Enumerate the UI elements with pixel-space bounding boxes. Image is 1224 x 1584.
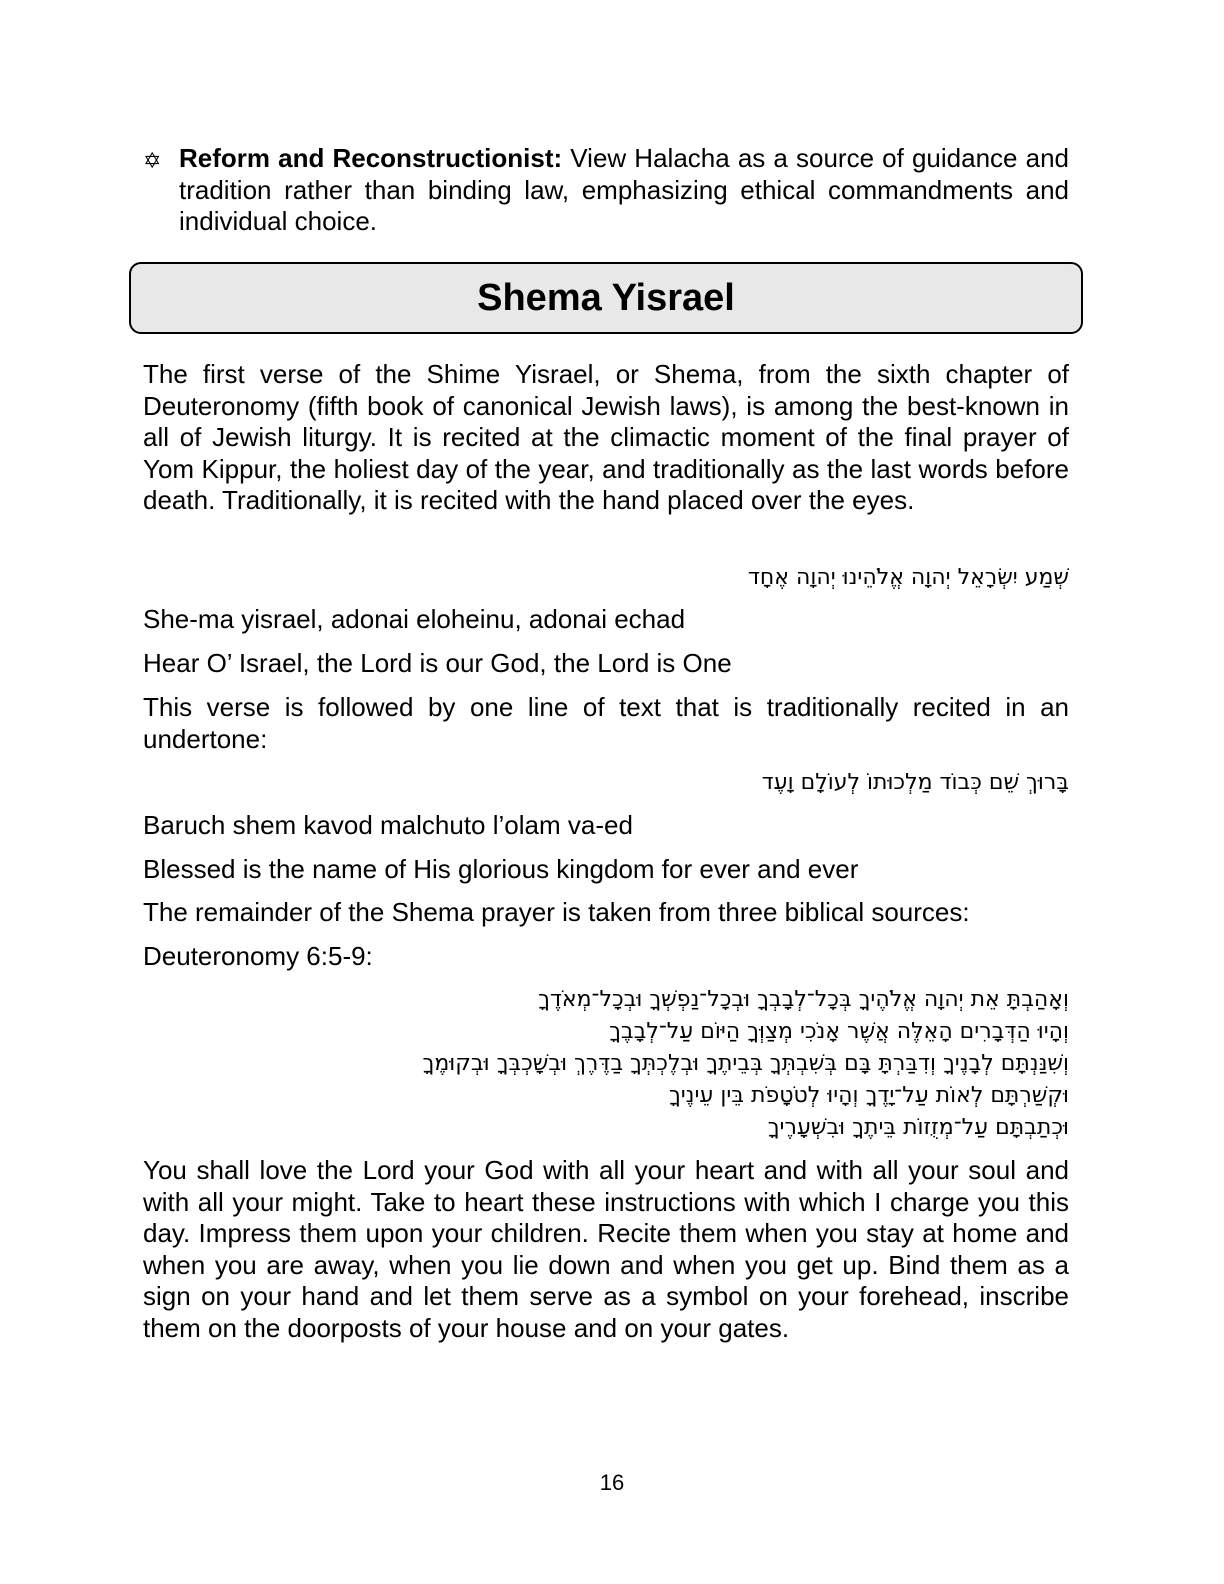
baruch-translation: Blessed is the name of His glorious kingdom for ever and ever [143,854,859,884]
undertone-intro: This verse is followed by one line of text that is traditionally recited in an undertone: [143,692,1069,754]
baruch-hebrew: בָּרוּךְ שֵׁם כְּבוֹד מַלְכוּתוֹ לְעוֹלָם וָעֶד [761,770,1069,795]
bullet-text [179,143,1069,238]
section-heading-box [129,262,1083,334]
intro-paragraph: The first verse of the Shime Yisrael, or Shema, from the sixth chapter of Deuteronomy (fifth book of canonical Jewish laws), is among the best-known in all of Jewish liturgy. It is recited at the climactic moment of the final prayer of Yom Kippur, the holiest day of the year, and traditionally as the last words before death. Traditionally, it is recited with the hand placed over the eyes. [143,359,1069,515]
shema-translation: Hear O’ Israel, the Lord is our God, the Lord is One [143,648,732,678]
deut-hebrew-line: וְהָיוּ הַדְּבָרִים הָאֵלֶּה אֲשֶׁר אָנֹכִי מְצַוְּךָ הַיּוֹם עַל־לְבָבֶךָ [609,1019,1069,1044]
deut-hebrew-block [143,984,1069,1144]
remainder-intro: The remainder of the Shema prayer is taken from three biblical sources: [143,897,970,927]
shema-hebrew: שְׁמַע יִשְׂרָאֵל יְהוָה אֱלֹהֵינוּ יְהוָה אֶחָד [747,565,1069,590]
deut-hebrew-line: וְאָהַבְתָּ אֵת יְהוָה אֱלֹהֶיךָ בְּכָל־לְבָבְךָ וּבְכָל־נַפְשְׁךָ וּבְכָל־מְאֹדֶךָ [538,987,1069,1012]
deut-hebrew-line: וּקְשַׁרְתָּם לְאוֹת עַל־יָדֶךָ וְהָיוּ לְטֹטָפֹת בֵּין עֵינֶיךָ [668,1083,1069,1108]
deut-translation: You shall love the Lord your God with all your heart and with all your soul and with all your might. Take to heart these instructions with which I charge you this day. Impress them upon your children. Recite them when you stay at home and when you are away, when you lie down and when you get up. Bind them as a sign on your hand and let them serve as a symbol on your forehead, inscribe them on the doorposts of your house and on your gates. [143,1155,1069,1343]
star-of-david-icon: ✡ [143,148,162,173]
page-number: 16 [599,1470,625,1495]
deut-hebrew-line: וְשִׁנַּנְתָּם לְבָנֶיךָ וְדִבַּרְתָּ בָּם בְּשִׁבְתְּךָ בְּבֵיתֶךָ וּבְלֶכְתְּךָ בַדֶּרֶךְ וּבְשָׁכְבְּךָ וּבְקוּמֶךָ [422,1051,1069,1076]
bullet-reform [143,143,1069,238]
deut-hebrew-line: וּכְתַבְתָּם עַל־מְזֻזוֹת בֵּיתֶךָ וּבִשְׁעָרֶיךָ [767,1115,1069,1140]
shema-transliteration: She-ma yisrael, adonai eloheinu, adonai echad [143,604,686,634]
bullet-body: View Halacha as a source of guidance and tradition rather than binding law, emphasizing ethical commandments and individual choice. [179,143,1069,236]
deut-reference: Deuteronomy 6:5-9: [143,941,373,971]
baruch-transliteration: Baruch shem kavod malchuto l’olam va-ed [143,810,633,840]
section-title: Shema Yisrael [477,276,735,319]
bullet-label: Reform and Reconstructionist: [179,143,563,173]
